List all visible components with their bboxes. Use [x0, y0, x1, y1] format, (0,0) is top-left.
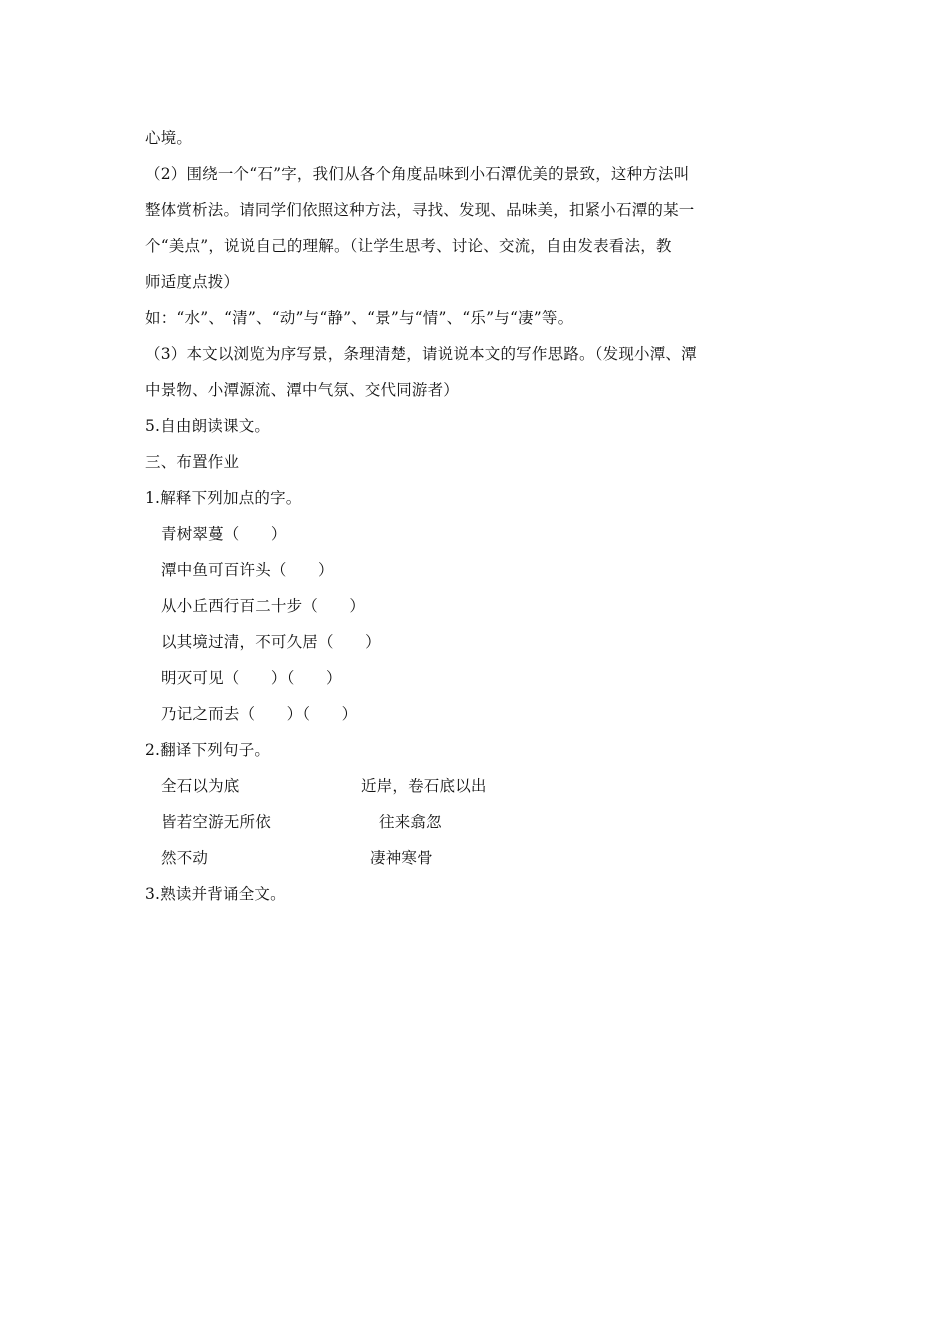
exercise-1-item: 乃记之而去（ ）（ ）: [161, 705, 358, 723]
text-line: 如：“水”、“清”、“动”与“静”、“景”与“情”、“乐”与“凄”等。: [145, 309, 574, 327]
exercise-2-title: 2.翻译下列句子。: [145, 741, 271, 759]
exercise-1-item: 明灭可见（ ）（ ）: [161, 669, 342, 687]
exercise-2-row: [145, 768, 745, 804]
sentence-right: 往来翕忽: [379, 813, 442, 831]
text-line: 整体赏析法。请同学们依照这种方法，寻找、发现、品味美，扣紧小石潭的某一: [145, 201, 695, 219]
exercise-1-item: 以其境过清，不可久居（ ）: [161, 633, 381, 651]
text-line: 师适度点拨）: [145, 273, 240, 291]
exercise-2-row: [145, 804, 745, 840]
text-line: （2）围绕一个“石”字，我们从各个角度品味到小石潭优美的景致，这种方法叫: [145, 165, 690, 183]
sentence-left: 全石以为底: [161, 777, 240, 795]
text-line: 个“美点”，说说自己的理解。（让学生思考、讨论、交流，自由发表看法，教: [145, 237, 672, 255]
exercise-1-item: 潭中鱼可百许头（ ）: [161, 561, 334, 579]
sentence-left: 然不动: [161, 849, 209, 867]
sentence-left: 皆若空游无所依: [161, 813, 271, 831]
text-line: （3）本文以浏览为序写景，条理清楚，请说说本文的写作思路。（发现小潭、潭: [145, 345, 697, 363]
exercise-1-item: 青树翠蔓（ ）: [161, 525, 287, 543]
text-line: 中景物、小潭源流、潭中气氛、交代同游者）: [145, 381, 460, 399]
exercise-1-title: 1.解释下列加点的字。: [145, 489, 302, 507]
exercise-2-row: [145, 840, 745, 876]
text-line: 心境。: [145, 129, 193, 147]
sentence-right: 近岸，卷石底以出: [361, 777, 487, 795]
step-5-reading: 5.自由朗读课文。: [145, 417, 271, 435]
exercise-1-item: 从小丘西行百二十步（ ）: [161, 597, 366, 615]
sentence-right: 凄神寒骨: [370, 849, 433, 867]
document-body: [145, 120, 745, 912]
exercise-3-title: 3.熟读并背诵全文。: [145, 885, 286, 903]
section-heading-homework: 三、布置作业: [145, 453, 240, 471]
